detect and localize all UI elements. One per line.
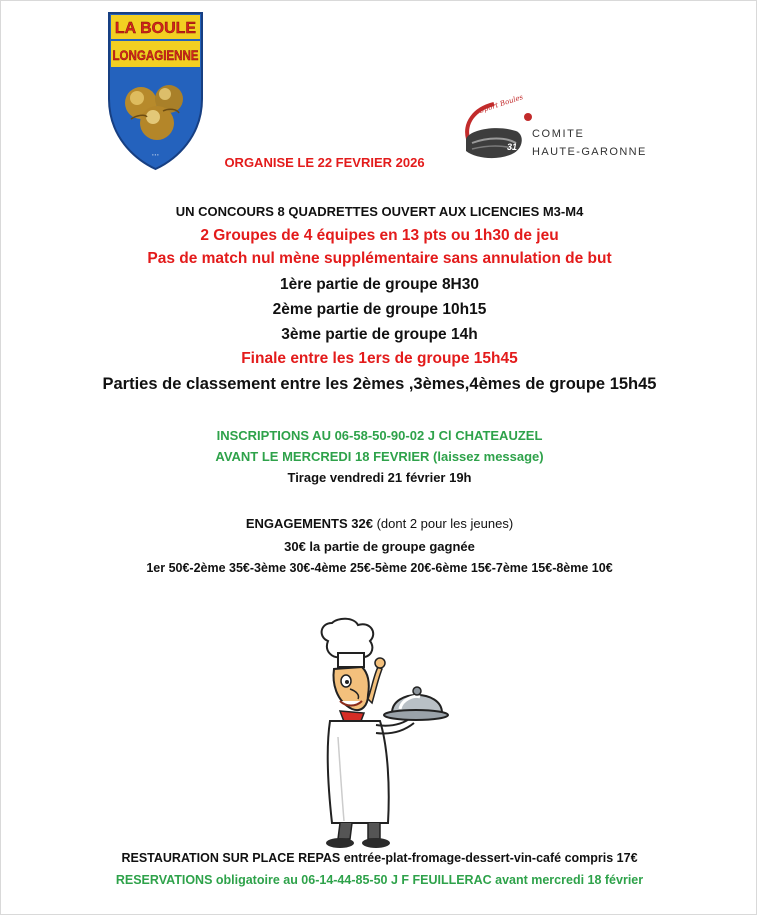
final-line: Finale entre les 1ers de groupe 15h45	[241, 350, 518, 367]
registration-deadline: AVANT LE MERCREDI 18 FEVRIER (laissez message)	[215, 449, 544, 464]
group-win-line: 30€ la partie de groupe gagnée	[284, 539, 475, 554]
no-draw-line: Pas de match nul mène supplémentaire sans annulation de but	[147, 250, 612, 267]
meal-label: RESTAURATION SUR PLACE REPAS	[121, 851, 341, 865]
chef-illustration	[310, 617, 452, 849]
engagement-note: (dont 2 pour les jeunes)	[372, 516, 514, 531]
reservation-line: RESERVATIONS obligatoire au 06-14-44-85-50 J F FEUILLERAC avant mercredi 18 février	[115, 873, 644, 887]
meal-line	[0, 851, 759, 865]
committee-logo-script: Sport Boules	[478, 93, 525, 115]
intro-line: UN CONCOURS 8 QUADRETTES OUVERT AUX LICENCIES M3-M4	[175, 204, 584, 219]
engagement-label: ENGAGEMENTS 32€	[245, 516, 373, 531]
engagement-line	[0, 516, 759, 531]
round2-line: 2ème partie de groupe 10h15	[272, 301, 487, 318]
club-logo-line1: LA BOULE	[114, 20, 197, 37]
groups-line: 2 Groupes de 4 équipes en 13 pts ou 1h30 de jeu	[200, 227, 559, 244]
registration-phone: INSCRIPTIONS AU 06-58-50-90-02 J Cl CHATEAUZEL	[216, 428, 543, 443]
draw-line: Tirage vendredi 21 février 19h	[287, 470, 472, 485]
organised-date: ORGANISE LE 22 FEVRIER 2026	[224, 155, 425, 170]
prizes-line: 1er 50€-2ème 35€-3ème 30€-4ème 25€-5ème 20€-6ème 15€-7ème 15€-8ème 10€	[146, 561, 613, 575]
committee-logo-line2: HAUTE-GARONNE	[532, 146, 647, 158]
ranking-line: Parties de classement entre les 2èmes ,3èmes,4èmes de groupe 15h45	[102, 375, 657, 393]
club-logo-la-boule-longagienne	[107, 11, 204, 171]
committee-logo-number: 31	[507, 142, 518, 152]
round3-line: 3ème partie de groupe 14h	[281, 326, 478, 343]
committee-logo-line1: COMITE	[532, 128, 585, 140]
club-logo-line2: LONGAGIENNE	[112, 47, 199, 63]
round1-line: 1ère partie de groupe 8H30	[280, 276, 479, 293]
club-logo-tiny-text: ▪ ▪ ▪	[152, 152, 159, 157]
meal-detail: entrée-plat-fromage-dessert-vin-café compris 17€	[340, 851, 638, 865]
